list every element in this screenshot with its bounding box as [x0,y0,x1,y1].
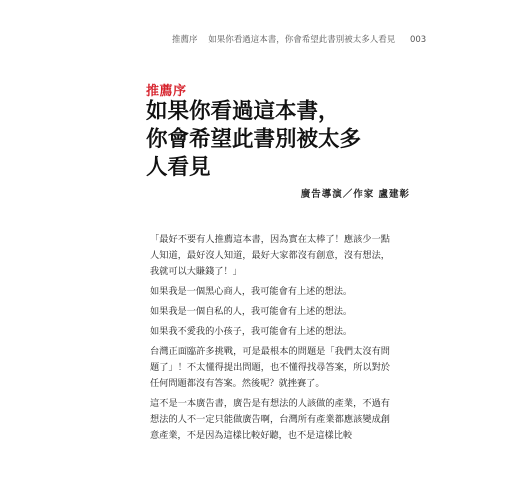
title-line-3: 人看見 [146,155,211,180]
paragraph-6: 這不是一本廣告書，廣告是有想法的人該做的產業，不過有想法的人不一定只能做廣告啊，台灣所有產業都應該變成創意產業，不是因為這樣比較好聽，也不是這樣比較 [150,398,390,441]
paragraph-4: 如果我不愛我的小孩子，我可能會有上述的想法。 [150,326,353,337]
paragraph-1: 「最好不要有人推薦這本書，因為實在太棒了！應該少一點人知道，最好沒人知道，最好大家都沒有創意，沒有想法，我就可以大賺錢了！」 [150,234,390,277]
paragraph-2: 如果我是一個黑心商人，我可能會有上述的想法。 [150,286,353,297]
page-title [146,98,406,182]
section-label: 推薦序 [146,84,187,99]
author-byline: 廣告導演／作家 盧建彰 [300,189,410,200]
body-text [150,232,390,448]
title-line-2: 你會希望此書別被太多 [146,127,362,152]
paragraph-5: 台灣正面臨許多挑戰，可是最根本的問題是「我們太沒有問題了」！不太懂得提出問題，也不懂得找尋答案，所以對於任何問題都沒有答案。然後呢？就挫賽了。 [150,346,390,389]
title-line-1: 如果你看過這本書， [146,99,340,124]
paragraph-3: 如果我是一個自私的人，我可能會有上述的想法。 [150,306,353,317]
header-title: 如果你看過這本書，你會希望此書別被太多人看見 [208,35,396,45]
running-header [172,33,427,45]
page-number: 003 [409,35,427,45]
header-section: 推薦序 [172,35,198,45]
